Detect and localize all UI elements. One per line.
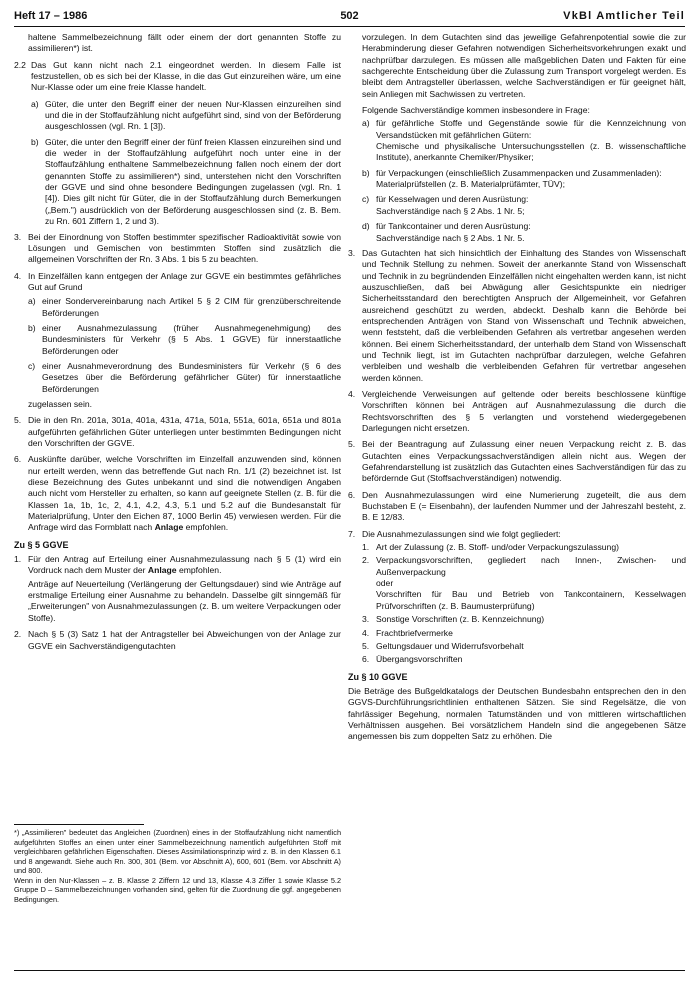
section-number: 5. [14,415,22,426]
section-text: Die Ausnahmezulassungen sind wie folgt gegliedert: [362,528,561,539]
section-6-text: Auskünfte darüber, welche Vorschriften im Einzelfall anzuwenden sind, können nur erteilt werden, wenn das betreffende Gut nach Rn. 1/1 (2) bezeichnet ist. Ist diese Bezeichnung des Gutes unbekannt und sind die notwendigen Angaben auch nicht vom Hersteller zu erhalten, so kann auf geeignete Stellen (z. B. für die Klassen 1a, 1b, 1c, 2, 4.1, 4.2, 4.3, 5.1 und 5.2 auf die Bundesanstalt für Materialprüfung, Unter den Eichen 87, 1000 Berlin 45) verwiesen werden. Für die Anfrage wird das Formblatt nach [28,454,341,533]
item-text: Art der Zulassung (z. B. Stoff- und/oder Verpackungszulassung) [376,542,619,553]
section-text: Bei der Einordnung von Stoffen bestimmter spezifischer Radioaktivität sowie von Lösungen und Gemischen von bestimmten Stoffen sind zusätzlich die allgemeinen Vorschriften der Rn. 3 Abs. 1 bis 5 zu beachten. [28,231,341,265]
expert-a [362,118,686,163]
expert-d [362,221,686,244]
continued-paragraph: vorzulegen. In dem Gutachten sind das jeweilige Gefahrenpotential sowie die zur Herabminderung dieser Gefahren notwendigen Sicherheitsvorkehrungen exakt und nachprüfbar darzulegen. Es müssen alle maßgeblichen Daten und Fakten für eine sachgerechte Entscheidung über die Zulassung zum Transport vorgelegt werden. Es bleibt dem Antragsteller überlassen, welche Sachverständigen er für geeignet hält, sein Anliegen mit Sachwissen zu vertreten. [362,32,686,99]
item-text: Güter, die unter den Begriff einer der fünf freien Klassen einzureihen sind und die weder in der Stoffaufzählung aufgeführt noch unter eine in der Stoffaufzählung enthaltene Sammelbezeichnung fallen noch einem der dort genannten Stoffe zu assimilieren*) sind, unterstehen nicht den Vorschriften der GGVE und sind ohne besondere Bedingungen zugelassen (vgl. Rn. 1 [4]). Dies gilt nicht für Güter, die in der Stoffaufzählung durch Bemerkungen („Bem.") ausdrücklich von der Beförderung ausgeschlossen sind (z. B. Bem. zu Rn. 601 Ziffern 1, 2 und 3). [45,136,341,227]
item-detail: Sachverständige nach § 2 Abs. 1 Nr. 5; [376,205,525,216]
item-text: für Kesselwagen und deren Ausrüstung: [376,194,529,205]
item-text: für Verpackungen (einschließlich Zusammenpacken und Zusammenladen): [376,167,662,178]
footnote [14,824,341,904]
item-oder: oder [376,578,394,589]
item-text [28,554,341,577]
section-4 [14,271,341,294]
section-text [28,454,341,533]
item-letter: c) [28,360,36,371]
s5-item-1 [14,554,341,577]
section-text: In Einzelfällen kann entgegen der Anlage zur GGVE ein bestimmtes gefährliches Gut auf Grund [28,270,341,292]
section-number: 6. [348,489,356,500]
item-letter: a) [362,118,370,129]
item-detail: Materialprüfstellen (z. B. Materialprüfämter, TÜV); [376,179,565,190]
item-text: Güter, die unter den Begriff einer der neuen Nur-Klassen einzureihen sind und die in der Stoffaufzählung nicht aufgeführt sind, sind von der Beförderung ausgeschlossen (vgl. Rn. 1 [3]). [45,98,341,132]
item-number: 1. [362,542,370,553]
section-number: 4. [348,388,356,399]
item-text: einer Sondervereinbarung nach Artikel 5 § 2 CIM für grenzüberschreitende Beförderungen [42,296,341,318]
right-section-5 [348,439,686,484]
item-letter: b) [28,322,36,333]
s5-item-2 [14,629,341,652]
item-number: 6. [362,654,370,665]
item-text: Nach § 5 (3) Satz 1 hat der Antragsteller bei Abweichungen von der Anlage zur GGVE ein Sachverständigengutachten [28,629,341,651]
item-text: Geltungsdauer und Widerrufsvorbehalt [376,640,524,651]
item-text: für Tankcontainer und deren Ausrüstung: [376,221,531,232]
item-letter: b) [31,136,39,147]
bottom-rule [14,970,685,971]
item-letter: a) [31,98,39,109]
outline-item-5 [348,641,686,652]
section-3 [14,232,341,266]
section-4-b [28,323,341,357]
journal-title: VkBl Amtlicher Teil [563,10,685,22]
section-2-2-a [31,99,341,133]
section-number: 3. [14,231,22,242]
anlage-reference: Anlage [147,565,177,576]
experts-intro: Folgende Sachverständige kommen insbesondere in Frage: [362,105,590,116]
section-2-2-b [31,137,341,228]
section-number: 7. [348,528,356,539]
item-letter: d) [362,221,370,232]
right-section-7 [348,529,686,540]
item-number: 2. [362,555,370,566]
item-letter: b) [362,167,370,178]
heading-paragraph-10: Zu § 10 GGVE [348,671,408,682]
item-number: 2. [14,629,22,640]
section-6 [14,454,341,533]
item-text: einer Ausnahmeverordnung des Bundesministers für Verkehr (§ 6 des Gesetzes über die Beförderung gefährlicher Güter) für innerstaatliche Beförderungen [42,360,341,394]
section-text: Bei der Beantragung auf Zulassung einer neuen Verpackung reicht z. B. das Gutachten eines Verpackungssachverständigen allein nicht aus. Wegen der Gefahrendarstellung ist zusätzlich das Gutachten eines Sachverständigen für das zu befördernde Gut (Stoffsachverständigen) notwendig. [362,439,686,484]
s5-item-1-end: empfohlen. [178,565,222,576]
section-text: Die in den Rn. 201a, 301a, 401a, 431a, 471a, 501a, 551a, 601a, 651a und 801a aufgeführten gefährlichen Güter unterliegen unter bestimmten Bedingungen nicht den Vorschriften der GGVE. [28,415,341,448]
expert-b [362,168,686,191]
item-text: Sonstige Vorschriften (z. B. Kennzeichnung) [376,614,545,625]
footnote-assimilieren: *) „Assimilieren" bedeutet das Angleichen (Zuordnen) eines in der Stoffaufzählung nicht namentlich aufgeführten Stoffes an einen unter einer Sammelbezeichnung namentlich aufgeführten Stoff mit vergleichbaren gefährlichen Eigenschaften. Dieses Assimilationsprinzip wird z. B. in den Klassen 6.1 und 8 angewandt. Siehe auch Rn. 300, 301 (Bem. vor Abschnitt A), 600, 601 (Bem. vor Abschnitt A) und 800. [14,828,341,875]
paragraph-10-text: Die Beträge des Bußgeldkatalogs der Deutschen Bundesbahn entsprechen den in den GGVS-Durchführungsrichtlinien enthaltenen Sätzen. Sie sind Regelsätze, die von fahrlässiger Begehung, normalen Tatumständen und von mittleren wirtschaftlichen Verhältnissen ausgehen. Bei vorsätzlichem Handeln sind die angegebenen Sätze angemessen bis zum doppelten Satz zu erhöhen. Die [348,685,686,742]
section-5 [14,415,341,449]
section-2-2 [14,60,341,94]
issue-label: Heft 17 – 1986 [14,10,88,22]
item-text: einer Ausnahmezulassung (früher Ausnahmegenehmigung) des Bundesministers für Verkehr (§ 5 Abs. 1 GGVE) für innerstaatliche Beförderungen oder [42,322,341,356]
section-number: 5. [348,439,356,450]
outline-item-1 [348,542,686,553]
section-4-a [28,296,341,319]
item-text: Frachtbriefvermerke [376,627,453,638]
right-section-4 [348,389,686,434]
s5-item-1-text: Für den Antrag auf Erteilung einer Ausnahmezulassung nach § 5 (1) wird ein Vordruck nach dem Muster der [28,554,341,576]
section-number: 3. [348,247,356,258]
section-text: Vergleichende Verweisungen auf geltende oder bereits beschlossene künftige Vorschriften können bei Anträgen auf Ausnahmezulassung die durch die Rechtsvorschriften des § 5 verlangten und vorstehend wiedergegebenen Darlegungen nicht ersetzen. [362,388,686,433]
expert-c [362,194,686,217]
right-section-6 [348,490,686,524]
right-section-3 [348,248,686,384]
section-text: Das Gutachten hat sich hinsichtlich der Einhaltung des Standes von Wissenschaft und Technik Stellung zu nehmen. Soweit der anerkannte Stand von Wissenschaft und Technik in zu begründenden Einzelfällen nicht eingehalten werden kann, ist nicht auszuschließen, daß bei Abwägung aller Gesichtspunkte ein niedriger Sicherheitsstandard den berechtigten Anspruch der Allgemeinheit, vor Gefahren ausreichend geschützt zu werden, abdeckt. Deshalb kann die Behörde bei entsprechenden Anträgen von Stand von Wissenschaft und Technik abweichen, wenn feststeht, daß die verbleibenden Gefahren als vertretbar angesehen werden können. Bei einem Sicherheitsstandard, der unterhalb dem Stand von Wissenschaft und Technik liegt, ist im Gutachten nachprüfbar darzulegen, welche Gefahren verbleiben und weshalb die verbleibenden Gefahren für vertretbar angesehen werden können. [362,247,686,383]
item-letter: a) [28,296,36,307]
section-4-c [28,361,341,395]
left-column [14,32,341,947]
page-header [14,8,685,27]
right-column [348,32,686,982]
item-text: Verpackungsvorschriften, gegliedert nach Innen-, Zwischen- und Außenverpackung [376,555,686,577]
item-detail: Sachverständige nach § 2 Abs. 1 Nr. 5. [376,232,525,243]
item-alternative: Vorschriften für Bau und Betrieb von Tankcontainern, Kesselwagen Prüfvorschriften (z. B. Baumusterprüfung) [376,589,686,611]
section-4-closing: zugelassen sein. [28,398,93,409]
footnote-nur-klassen: Wenn in den Nur-Klassen – z. B. Klasse 2 Ziffern 12 und 13, Klasse 4.3 Ziffer 1 sowie Klasse 5.2 Gruppe D – Sammelbezeichnungen vorhanden sind, gelten für die Zuordnung die ggf. angegebenen Bedingungen. [14,875,341,904]
heading-paragraph-5: Zu § 5 GGVE [14,539,69,550]
continued-paragraph: haltene Sammelbezeichnung fällt oder einem der dort genannten Stoffe zu assimilieren*) ist. [28,32,341,54]
item-letter: c) [362,194,370,205]
section-6-end: empfohlen. [185,522,229,533]
item-number: 3. [362,614,370,625]
item-text: für gefährliche Stoffe und Gegenstände sowie für die Kennzeichnung von Versandstücken mit gefährlichen Gütern: [376,118,686,140]
outline-item-6 [348,654,686,665]
item-text: Übergangsvorschriften [376,654,463,665]
section-number: 4. [14,270,22,281]
footnote-rule [14,824,144,825]
item-number: 5. [362,640,370,651]
section-number: 6. [14,454,22,465]
section-text: Das Gut kann nicht nach 2.1 eingeordnet werden. In diesem Falle ist festzustellen, ob es sich bei der Klasse, in die das Gut einzureihen wäre, um eine Nur-Klasse oder um eine freie Klasse handelt. [31,59,341,93]
outline-item-2 [348,555,686,612]
item-number: 1. [14,554,22,565]
section-text: Den Ausnahmezulassungen wird eine Numerierung zugeteilt, die aus dem Buchstaben E (= Eisenbahn), der laufenden Nummer und der Jahreszahl besteht, z. B. E 12/83. [362,489,686,523]
item-number: 4. [362,627,370,638]
outline-item-4 [348,628,686,639]
page-number: 502 [340,10,359,22]
anlage-reference: Anlage [154,522,184,533]
outline-item-3 [348,614,686,625]
s5-item-1-continuation: Anträge auf Neuerteilung (Verlängerung der Geltungsdauer) sind wie Anträge auf erstmalige Erteilung einer Ausnahme zu behandeln. Dasselbe gilt sinngemäß für „Erweiterungen" von Ausnahmezulassungen (z. B. um weitere Verpackungen oder Stoffe). [28,578,341,623]
item-detail: Chemische und physikalische Untersuchungsstellen (z. B. wissenschaftliche Institute), anerkannte Chemiker/Physiker; [376,141,686,163]
section-number: 2.2 [14,59,26,70]
